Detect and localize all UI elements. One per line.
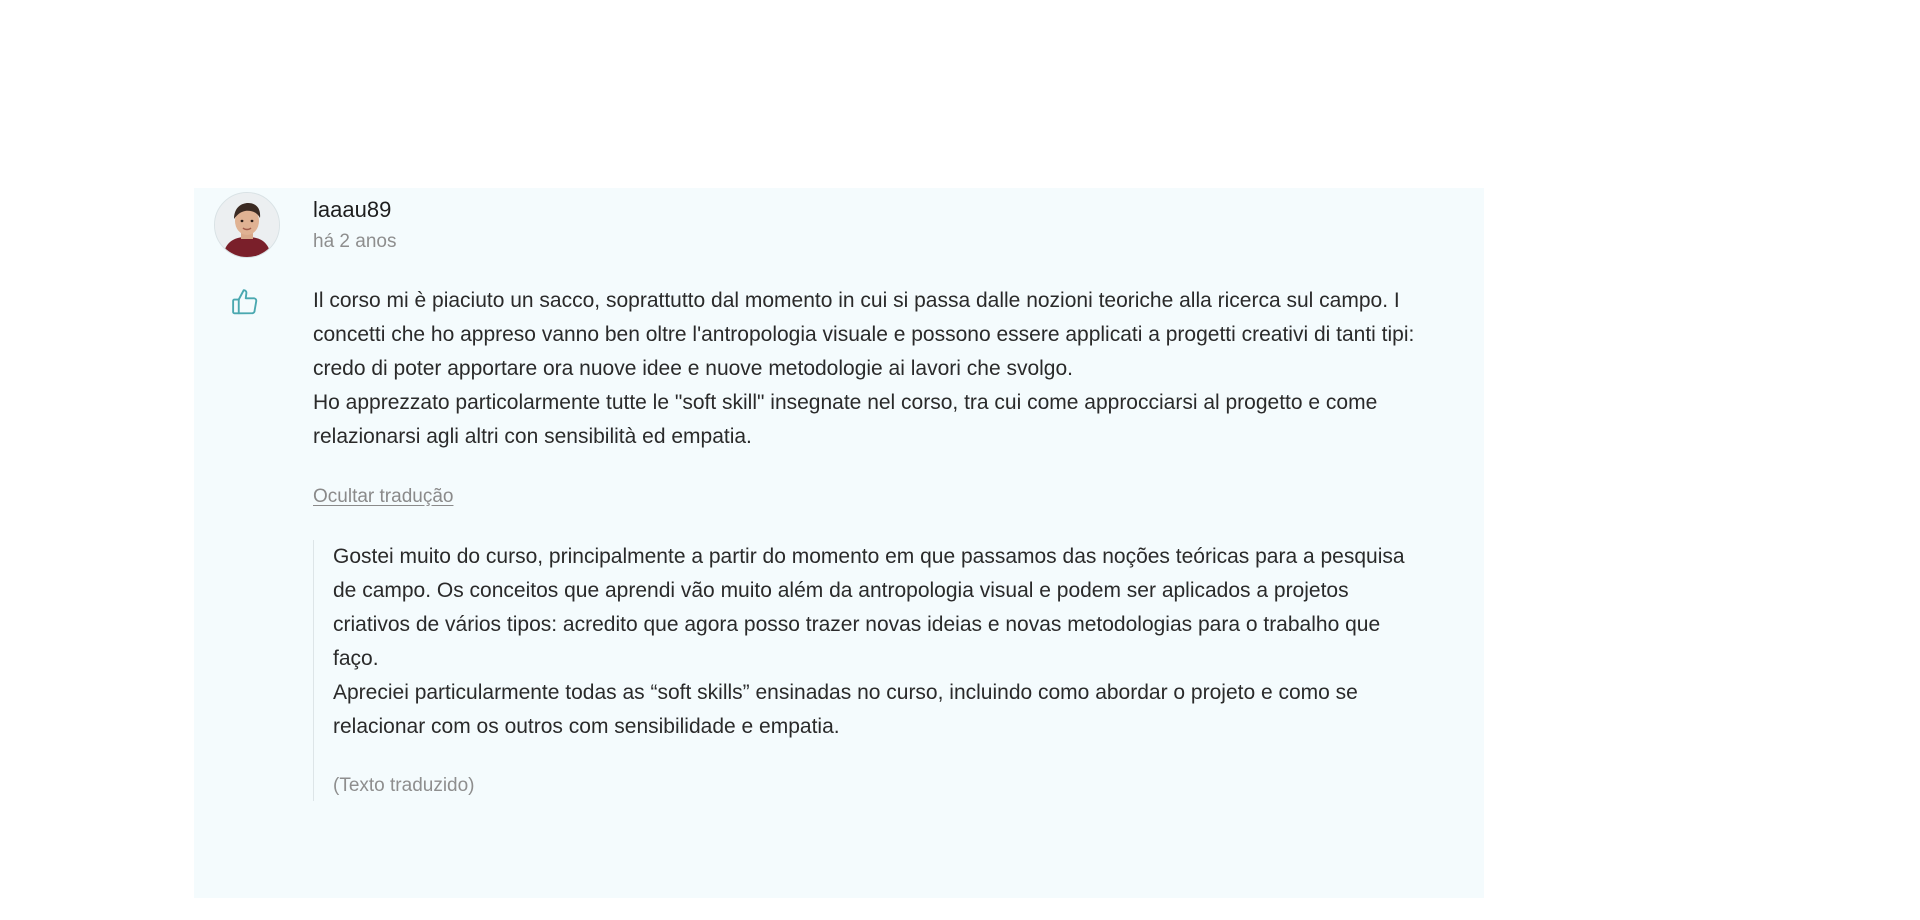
hide-translation-link[interactable]: Ocultar tradução bbox=[313, 486, 454, 507]
translated-paragraph: Gostei muito do curso, principalmente a partir do momento em que passamos das noções teóricas para a pesquisa de campo. Os conceitos que aprendi vão muito além da antropologia visual e podem ser aplicados a projetos criativos de vários tipos: acredito que agora posso trazer novas ideias e novas metodologias para o trabalho que faço. bbox=[333, 545, 1405, 670]
original-review-text bbox=[313, 284, 1433, 454]
review-content bbox=[313, 188, 1433, 801]
review-card bbox=[194, 188, 1484, 898]
translated-paragraph: Apreciei particularmente todas as “soft skills” ensinadas no curso, incluindo como abordar o projeto e como se relacionar com os outros com sensibilidade e empatia. bbox=[333, 681, 1358, 738]
original-paragraph: Ho apprezzato particolarmente tutte le "soft skill" insegnate nel corso, tra cui come approcciarsi al progetto e come relazionarsi agli altri con sensibilità ed empatia. bbox=[313, 391, 1378, 448]
like-button[interactable] bbox=[228, 285, 262, 319]
avatar[interactable] bbox=[214, 192, 280, 258]
username[interactable]: laaau89 bbox=[313, 197, 392, 222]
translated-text-note: (Texto traduzido) bbox=[333, 775, 475, 796]
review-date: há 2 anos bbox=[313, 231, 397, 252]
thumbs-up-icon bbox=[230, 287, 260, 317]
avatar-image bbox=[215, 193, 279, 257]
original-paragraph: Il corso mi è piaciuto un sacco, soprattutto dal momento in cui si passa dalle nozioni teoriche alla ricerca sul campo. I concetti che ho appreso vanno ben oltre l'antropologia visuale e possono essere applicati a progetti creativi di tanti tipi: credo di poter apportare ora nuove idee e nuove metodologie ai lavori che svolgo. bbox=[313, 289, 1415, 380]
translation-block bbox=[313, 540, 1413, 801]
